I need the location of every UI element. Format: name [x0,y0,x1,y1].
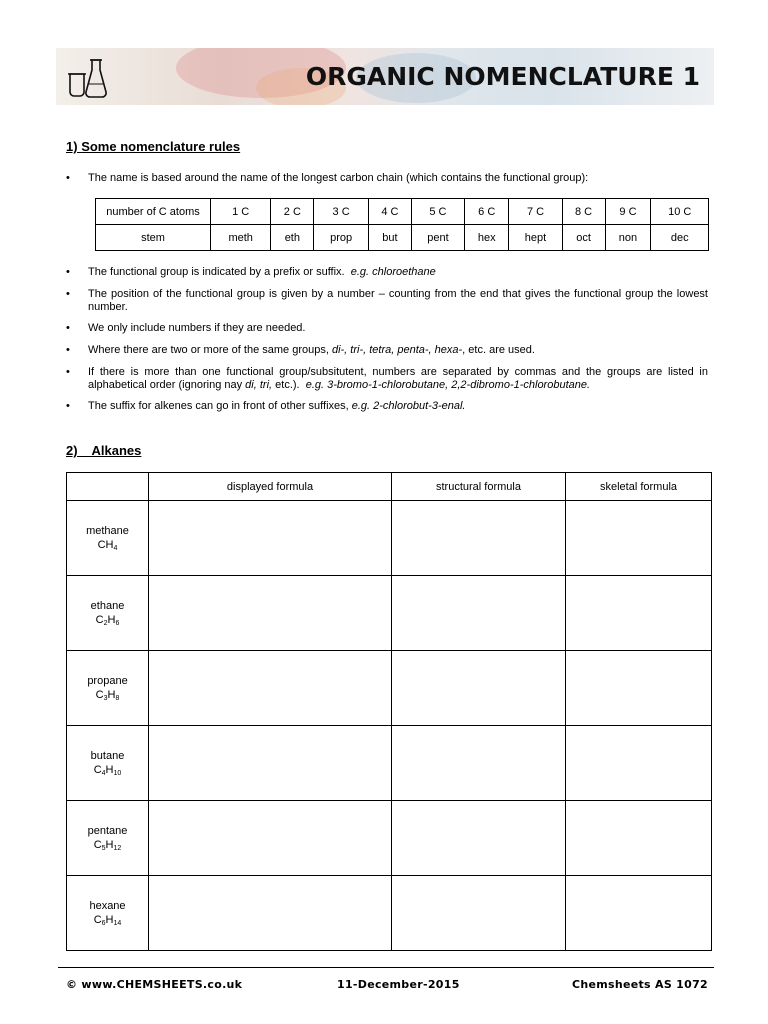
table-cell: 7 C [509,199,562,225]
section-2-heading [66,443,141,458]
table-cell: oct [562,225,605,251]
table-cell: 4 C [368,199,411,225]
table-cell: hept [509,225,562,251]
table-row-stems [96,225,709,251]
section-1-heading [66,139,240,154]
carbon-stem-table [95,198,709,251]
skeletal-formula-cell[interactable] [566,726,712,801]
structural-formula-cell[interactable] [392,576,566,651]
alkane-label: hexane $C_6H_{14}$ [67,876,149,951]
bullet-dot: • [66,172,70,184]
page-title: ORGANIC NOMENCLATURE 1 [305,62,700,91]
header-blank [67,473,149,501]
header-banner [56,48,714,105]
alkane-label: butane $C_4H_{10}$ [67,726,149,801]
table-row [67,801,712,876]
table-cell: 8 C [562,199,605,225]
structural-formula-cell[interactable] [392,501,566,576]
displayed-formula-cell[interactable] [149,501,392,576]
displayed-formula-cell[interactable] [149,876,392,951]
structural-formula-cell[interactable] [392,801,566,876]
alkane-label: ethane $C_2H_6$ [67,576,149,651]
table-cell: 5 C [411,199,464,225]
table-cell: 3 C [314,199,369,225]
table-cell: 10 C [651,199,709,225]
table-cell: dec [651,225,709,251]
alkane-label: propane $C_3H_8$ [67,651,149,726]
footer-date: 11-December-2015 [337,978,460,991]
structural-formula-cell[interactable] [392,651,566,726]
section-1-title: Some nomenclature rules [81,139,241,154]
table-cell: 1 C [211,199,271,225]
skeletal-formula-cell[interactable] [566,876,712,951]
skeletal-formula-cell[interactable] [566,801,712,876]
table-row [67,876,712,951]
footer-divider [58,967,714,968]
table-cell: 6 C [465,199,509,225]
section-2-number: 2) [66,443,78,458]
displayed-formula-cell[interactable] [149,726,392,801]
skeletal-formula-cell[interactable] [566,651,712,726]
header-displayed-formula: displayed formula [149,473,392,501]
table-row [67,501,712,576]
table-cell: prop [314,225,369,251]
alkanes-table [66,472,712,951]
section-2-title: Alkanes [91,443,142,458]
table-row [67,651,712,726]
section-1-number: 1) [66,139,78,154]
table-row [67,726,712,801]
table-header-row [67,473,712,501]
structural-formula-cell[interactable] [392,726,566,801]
row-header: stem [96,225,211,251]
table-cell: pent [411,225,464,251]
table-cell: 2 C [271,199,314,225]
table-row-atoms [96,199,709,225]
table-row [67,576,712,651]
table-cell: 9 C [605,199,651,225]
footer-website: © www.CHEMSHEETS.co.uk [66,978,243,991]
table-cell: eth [271,225,314,251]
row-header: number of C atoms [96,199,211,225]
structural-formula-cell[interactable] [392,876,566,951]
table-cell: but [368,225,411,251]
table-cell: non [605,225,651,251]
alkane-label: pentane $C_5H_{12}$ [67,801,149,876]
lab-glassware-icon [64,54,112,100]
skeletal-formula-cell[interactable] [566,576,712,651]
header-skeletal-formula: skeletal formula [566,473,712,501]
skeletal-formula-cell[interactable] [566,501,712,576]
alkane-label: methane $CH_4$ [67,501,149,576]
table-cell: hex [465,225,509,251]
displayed-formula-cell[interactable] [149,801,392,876]
displayed-formula-cell[interactable] [149,576,392,651]
displayed-formula-cell[interactable] [149,651,392,726]
footer-sheet-id: Chemsheets AS 1072 [571,978,708,991]
table-cell: meth [211,225,271,251]
header-structural-formula: structural formula [392,473,566,501]
